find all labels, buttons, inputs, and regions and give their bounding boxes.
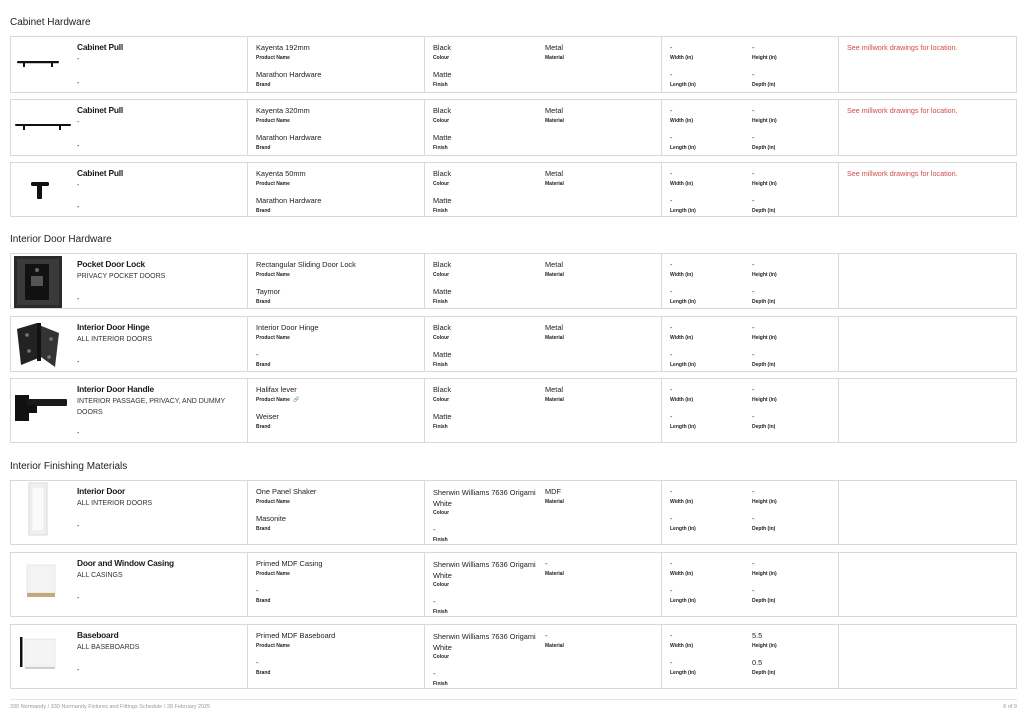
depth-label: Depth (in) [752, 424, 776, 430]
length-value: - [670, 70, 673, 79]
brand-value: - [256, 658, 259, 667]
item-title-cell [71, 379, 248, 442]
item-image [11, 317, 71, 371]
material-value: MDF [545, 487, 562, 496]
product-name-label: Product Name [256, 272, 290, 278]
brand-value: Taymor [256, 287, 281, 296]
pocket-door-lock-icon [11, 254, 71, 310]
casing-sample-icon [11, 553, 71, 618]
item-location: ALL INTERIOR DOORS [77, 500, 153, 507]
item-extra: - [77, 204, 80, 211]
finish-label: Finish [433, 82, 448, 88]
colour-label: Colour [433, 55, 450, 61]
length-value: - [670, 133, 673, 142]
depth-value: - [752, 514, 755, 523]
item-name: Cabinet Pull [77, 168, 123, 178]
height-value: - [752, 323, 755, 332]
finish-label: Finish [433, 208, 448, 214]
cabinet-knob-icon [11, 163, 71, 218]
finish-label: Finish [433, 681, 448, 687]
depth-value: - [752, 586, 755, 595]
material-label: Material [545, 272, 564, 278]
brand-label: Brand [256, 362, 271, 368]
brand-label: Brand [256, 598, 271, 604]
colour-value: Black [433, 260, 452, 269]
item-name: Interior Door Handle [77, 384, 154, 394]
colour-value: Black [433, 43, 452, 52]
height-value: - [752, 559, 755, 568]
width-value: - [670, 43, 673, 52]
schedule-row-cabinet-pull-320 [10, 99, 1017, 156]
dimensions-cell [662, 317, 839, 371]
brand-value: - [256, 586, 259, 595]
height-value: - [752, 260, 755, 269]
brand-label: Brand [256, 670, 271, 676]
depth-label: Depth (in) [752, 598, 776, 604]
schedule-row-cabinet-pull-50 [10, 162, 1017, 217]
width-label: Width (in) [670, 643, 694, 649]
width-label: Width (in) [670, 335, 694, 341]
item-title-cell [71, 100, 248, 155]
colour-label: Colour [433, 335, 450, 341]
item-name: Door and Window Casing [77, 558, 174, 568]
depth-value: - [752, 133, 755, 142]
finish-value: Matte [433, 287, 452, 296]
material-cell [537, 379, 662, 442]
item-location: - [77, 56, 80, 63]
product-cell [248, 254, 425, 308]
section-title-interior-finishing-materials: Interior Finishing Materials [10, 461, 128, 472]
colour-cell [425, 625, 537, 688]
height-value: - [752, 487, 755, 496]
product-name-value: Interior Door Hinge [256, 323, 319, 332]
item-extra: - [77, 667, 80, 674]
product-name-value: Primed MDF Baseboard [256, 631, 336, 640]
length-label: Length (in) [670, 82, 696, 88]
item-name: Interior Door Hinge [77, 322, 150, 332]
product-cell [248, 379, 425, 442]
height-value: - [752, 106, 755, 115]
notes-cell [839, 254, 1016, 308]
material-value: Metal [545, 385, 564, 394]
height-label: Height (in) [752, 55, 777, 61]
material-label: Material [545, 118, 564, 124]
product-name-label [256, 397, 300, 403]
width-value: - [670, 631, 673, 640]
colour-label: Colour [433, 510, 450, 516]
brand-value: Marathon Hardware [256, 196, 322, 205]
item-location: ALL INTERIOR DOORS [77, 336, 153, 343]
brand-value: Marathon Hardware [256, 70, 322, 79]
length-label: Length (in) [670, 145, 696, 151]
brand-value: Masonite [256, 514, 286, 523]
depth-label: Depth (in) [752, 299, 776, 305]
finish-label: Finish [433, 362, 448, 368]
material-label: Material [545, 55, 564, 61]
product-name-label: Product Name [256, 118, 290, 124]
height-value: 5.5 [752, 631, 763, 640]
schedule-row-interior-door [10, 480, 1017, 545]
colour-label: Colour [433, 582, 450, 588]
product-cell [248, 625, 425, 688]
product-name-value: Rectangular Sliding Door Lock [256, 260, 356, 269]
depth-label: Depth (in) [752, 670, 776, 676]
colour-value: Sherwin Williams 7636 Origami White [433, 488, 536, 508]
material-value: Metal [545, 260, 564, 269]
section-title-interior-door-hardware: Interior Door Hardware [10, 234, 112, 245]
item-extra: - [77, 359, 80, 366]
depth-value: - [752, 196, 755, 205]
height-label: Height (in) [752, 272, 777, 278]
product-cell [248, 481, 425, 544]
item-image [11, 163, 71, 216]
length-label: Length (in) [670, 670, 696, 676]
product-name-label: Product Name [256, 55, 290, 61]
item-extra: - [77, 143, 80, 150]
length-label: Length (in) [670, 299, 696, 305]
cabinet-pull-long-icon [11, 37, 71, 94]
section-title-cabinet-hardware: Cabinet Hardware [10, 17, 91, 28]
depth-value: - [752, 412, 755, 421]
product-name-value: Kayenta 50mm [256, 169, 306, 178]
product-name-value: Kayenta 192mm [256, 43, 310, 52]
item-note: See millwork drawings for location. [847, 43, 958, 52]
product-name-value: Primed MDF Casing [256, 559, 323, 568]
notes-cell [839, 37, 1016, 92]
item-note: See millwork drawings for location. [847, 169, 958, 178]
notes-cell [839, 317, 1016, 371]
material-label: Material [545, 335, 564, 341]
colour-label: Colour [433, 181, 450, 187]
item-location: INTERIOR PASSAGE, PRIVACY, AND DUMMY DOORS [77, 398, 226, 416]
material-value: Metal [545, 106, 564, 115]
finish-label: Finish [433, 537, 448, 543]
width-label: Width (in) [670, 499, 694, 505]
door-lever-icon [11, 379, 71, 444]
brand-label: Brand [256, 299, 271, 305]
item-name: Cabinet Pull [77, 42, 123, 52]
material-label: Material [545, 643, 564, 649]
finish-label: Finish [433, 424, 448, 430]
notes-cell [839, 163, 1016, 216]
material-value: Metal [545, 169, 564, 178]
material-cell [537, 553, 662, 616]
product-name-value: Kayenta 320mm [256, 106, 310, 115]
height-label: Height (in) [752, 571, 777, 577]
colour-cell [425, 100, 537, 155]
depth-label: Depth (in) [752, 526, 776, 532]
depth-label: Depth (in) [752, 145, 776, 151]
material-value: Metal [545, 323, 564, 332]
material-cell [537, 37, 662, 92]
notes-cell [839, 379, 1016, 442]
width-value: - [670, 260, 673, 269]
material-value: - [545, 631, 548, 640]
product-name-label-text: Product Name [256, 397, 290, 403]
product-name-label: Product Name [256, 181, 290, 187]
colour-value: Black [433, 169, 452, 178]
colour-value: Black [433, 106, 452, 115]
width-label: Width (in) [670, 55, 694, 61]
height-label: Height (in) [752, 643, 777, 649]
width-label: Width (in) [670, 571, 694, 577]
material-label: Material [545, 397, 564, 403]
product-name-label: Product Name [256, 499, 290, 505]
brand-label: Brand [256, 145, 271, 151]
material-cell [537, 163, 662, 216]
item-name: Interior Door [77, 486, 126, 496]
length-label: Length (in) [670, 424, 696, 430]
notes-cell [839, 553, 1016, 616]
schedule-row-pocket-door-lock [10, 253, 1017, 309]
item-location: PRIVACY POCKET DOORS [77, 273, 166, 280]
length-label: Length (in) [670, 208, 696, 214]
item-image [11, 553, 71, 616]
material-label: Material [545, 499, 564, 505]
item-image [11, 254, 71, 308]
product-name-label: Product Name [256, 571, 290, 577]
width-value: - [670, 169, 673, 178]
material-cell [537, 481, 662, 544]
item-name: Baseboard [77, 630, 119, 640]
brand-label: Brand [256, 82, 271, 88]
depth-value: - [752, 70, 755, 79]
height-label: Height (in) [752, 181, 777, 187]
colour-cell [425, 163, 537, 216]
depth-label: Depth (in) [752, 362, 776, 368]
width-value: - [670, 559, 673, 568]
depth-label: Depth (in) [752, 208, 776, 214]
finish-value: - [433, 669, 436, 678]
item-extra: - [77, 430, 80, 437]
item-extra: - [77, 296, 80, 303]
height-value: - [752, 385, 755, 394]
length-label: Length (in) [670, 362, 696, 368]
height-label: Height (in) [752, 118, 777, 124]
item-image [11, 625, 71, 688]
product-name-label: Product Name [256, 643, 290, 649]
notes-cell [839, 625, 1016, 688]
footer-divider [10, 699, 1017, 700]
depth-value: - [752, 350, 755, 359]
product-cell [248, 553, 425, 616]
brand-value: Weiser [256, 412, 279, 421]
colour-label: Colour [433, 397, 450, 403]
schedule-row-cabinet-pull-192 [10, 36, 1017, 93]
item-note: See millwork drawings for location. [847, 106, 958, 115]
width-label: Width (in) [670, 181, 694, 187]
colour-value: Black [433, 323, 452, 332]
width-label: Width (in) [670, 397, 694, 403]
brand-value: Marathon Hardware [256, 133, 322, 142]
product-name-label: Product Name [256, 335, 290, 341]
length-label: Length (in) [670, 526, 696, 532]
colour-cell [425, 317, 537, 371]
item-title-cell [71, 317, 248, 371]
item-extra: - [77, 523, 80, 530]
material-cell [537, 625, 662, 688]
item-title-cell [71, 625, 248, 688]
schedule-row-door-window-casing [10, 552, 1017, 617]
finish-value: Matte [433, 350, 452, 359]
colour-label: Colour [433, 654, 450, 660]
finish-value: Matte [433, 412, 452, 421]
width-value: - [670, 323, 673, 332]
dimensions-cell [662, 481, 839, 544]
door-panel-icon [11, 481, 71, 546]
product-name-value: Halifax lever [256, 385, 297, 394]
link-icon[interactable]: 🔗 [293, 397, 300, 403]
page-number: 6 of 9 [1003, 704, 1017, 710]
height-label: Height (in) [752, 397, 777, 403]
item-extra: - [77, 595, 80, 602]
material-label: Material [545, 571, 564, 577]
item-image [11, 100, 71, 155]
finish-value: Matte [433, 70, 452, 79]
item-title-cell [71, 254, 248, 308]
cabinet-pull-long-icon [11, 100, 71, 157]
dimensions-cell [662, 553, 839, 616]
dimensions-cell [662, 625, 839, 688]
item-title-cell [71, 163, 248, 216]
footer-breadcrumb: 330 Normandy / 330 Normandy Fixtures and Fittings Schedule / 28 February 2025 [10, 704, 211, 710]
colour-cell [425, 37, 537, 92]
colour-cell [425, 379, 537, 442]
schedule-row-baseboard [10, 624, 1017, 689]
dimensions-cell [662, 163, 839, 216]
product-name-value: One Panel Shaker [256, 487, 317, 496]
colour-value: Sherwin Williams 7636 Origami White [433, 560, 536, 580]
dimensions-cell [662, 379, 839, 442]
product-cell [248, 317, 425, 371]
height-value: - [752, 43, 755, 52]
length-value: - [670, 196, 673, 205]
colour-cell [425, 481, 537, 544]
schedule-row-interior-door-handle [10, 378, 1017, 443]
dimensions-cell [662, 37, 839, 92]
material-cell [537, 254, 662, 308]
length-value: - [670, 412, 673, 421]
brand-label: Brand [256, 424, 271, 430]
length-label: Length (in) [670, 598, 696, 604]
depth-value: 0.5 [752, 658, 763, 667]
item-extra: - [77, 80, 80, 87]
item-location: - [77, 182, 80, 189]
length-value: - [670, 586, 673, 595]
dimensions-cell [662, 254, 839, 308]
width-value: - [670, 106, 673, 115]
colour-value: Sherwin Williams 7636 Origami White [433, 632, 536, 652]
width-value: - [670, 385, 673, 394]
material-value: Metal [545, 43, 564, 52]
depth-value: - [752, 287, 755, 296]
door-hinge-icon [11, 317, 71, 373]
colour-label: Colour [433, 272, 450, 278]
width-label: Width (in) [670, 272, 694, 278]
brand-value: - [256, 350, 259, 359]
material-cell [537, 100, 662, 155]
finish-value: Matte [433, 133, 452, 142]
item-image [11, 481, 71, 544]
length-value: - [670, 350, 673, 359]
product-cell [248, 37, 425, 92]
item-location: ALL BASEBOARDS [77, 644, 140, 651]
length-value: - [670, 658, 673, 667]
depth-label: Depth (in) [752, 82, 776, 88]
brand-label: Brand [256, 526, 271, 532]
width-label: Width (in) [670, 118, 694, 124]
finish-value: - [433, 597, 436, 606]
width-value: - [670, 487, 673, 496]
dimensions-cell [662, 100, 839, 155]
item-image [11, 379, 71, 442]
colour-value: Black [433, 385, 452, 394]
notes-cell [839, 481, 1016, 544]
length-value: - [670, 287, 673, 296]
brand-label: Brand [256, 208, 271, 214]
finish-label: Finish [433, 609, 448, 615]
finish-label: Finish [433, 299, 448, 305]
height-label: Height (in) [752, 499, 777, 505]
baseboard-sample-icon [11, 625, 71, 690]
product-cell [248, 100, 425, 155]
colour-label: Colour [433, 118, 450, 124]
item-image [11, 37, 71, 92]
schedule-row-interior-door-hinge [10, 316, 1017, 372]
length-value: - [670, 514, 673, 523]
finish-value: - [433, 525, 436, 534]
finish-label: Finish [433, 145, 448, 151]
finish-value: Matte [433, 196, 452, 205]
material-value: - [545, 559, 548, 568]
item-title-cell [71, 37, 248, 92]
item-name: Cabinet Pull [77, 105, 123, 115]
colour-cell [425, 553, 537, 616]
material-label: Material [545, 181, 564, 187]
item-location: - [77, 119, 80, 126]
height-value: - [752, 169, 755, 178]
item-title-cell [71, 553, 248, 616]
item-location: ALL CASINGS [77, 572, 123, 579]
height-label: Height (in) [752, 335, 777, 341]
colour-cell [425, 254, 537, 308]
product-cell [248, 163, 425, 216]
item-name: Pocket Door Lock [77, 259, 146, 269]
material-cell [537, 317, 662, 371]
item-title-cell [71, 481, 248, 544]
notes-cell [839, 100, 1016, 155]
